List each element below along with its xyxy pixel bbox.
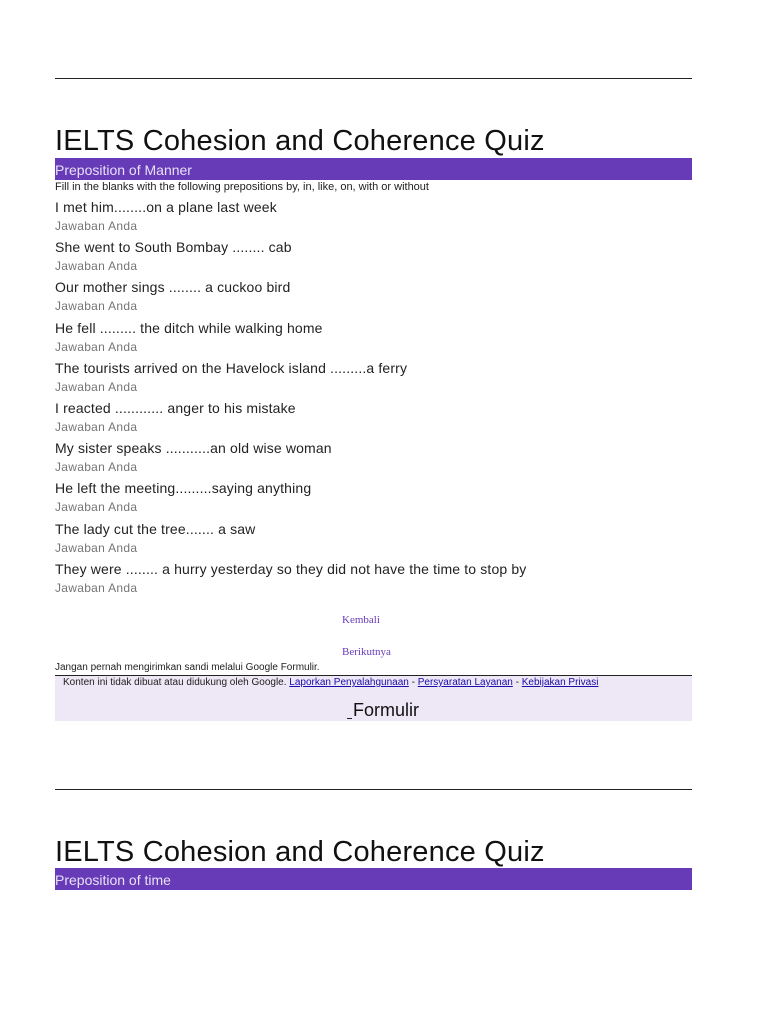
question-text: My sister speaks ...........an old wise woman [55,440,332,457]
question-item [55,561,692,601]
next-button[interactable]: Berikutnya [342,646,391,658]
google-logo-icon [347,718,352,719]
section-instruction: Fill in the blanks with the following prepositions by, in, like, on, with or without [55,181,429,193]
google-forms-brand[interactable] [347,700,419,721]
answer-field[interactable]: Jawaban Anda [55,500,138,515]
quiz-title-second: IELTS Cohesion and Coherence Quiz [55,836,545,868]
question-item [55,400,692,440]
quiz-title: IELTS Cohesion and Coherence Quiz [55,125,545,157]
question-text: The lady cut the tree....... a saw [55,520,256,537]
question-item [55,360,692,400]
answer-field[interactable]: Jawaban Anda [55,259,138,274]
answer-field[interactable]: Jawaban Anda [55,580,138,595]
page-divider-top [55,78,692,79]
question-item [55,279,692,319]
answer-field[interactable]: Jawaban Anda [55,379,138,394]
question-text: The tourists arrived on the Havelock island .........a ferry [55,359,408,376]
question-text: They were ........ a hurry yesterday so they did not have the time to stop by [55,560,527,577]
footer-separator: - [411,677,415,688]
question-text: She went to South Bombay ........ cab [55,239,292,256]
question-text: Our mother sings ........ a cuckoo bird [55,279,291,296]
question-item [55,199,692,239]
footer-separator: - [515,677,519,688]
question-text: He fell ......... the ditch while walking home [55,319,323,336]
password-warning: Jangan pernah mengirimkan sandi melalui Google Formulir. [55,662,320,673]
question-text: I met him........on a plane last week [55,199,277,215]
footer-disclaimer-line [63,677,598,688]
question-item [55,521,692,561]
answer-field[interactable]: Jawaban Anda [55,299,138,314]
forms-brand-label: Formulir [353,700,419,720]
question-item [55,239,692,279]
question-item [55,320,692,360]
answer-field[interactable]: Jawaban Anda [55,339,138,354]
question-text: I reacted ............ anger to his mistake [55,399,296,416]
report-abuse-link[interactable]: Laporkan Penyalahgunaan [289,677,409,688]
privacy-policy-link[interactable]: Kebijakan Privasi [521,677,599,688]
answer-field[interactable]: Jawaban Anda [55,460,138,475]
question-item [55,480,692,520]
page-divider-middle [55,789,692,790]
question-list [55,199,692,601]
terms-of-service-link[interactable]: Persyaratan Layanan [417,677,513,688]
answer-field[interactable]: Jawaban Anda [55,219,138,233]
answer-field[interactable]: Jawaban Anda [55,419,138,434]
section-header-second: Preposition of time [55,868,692,890]
answer-field[interactable]: Jawaban Anda [55,540,138,555]
footer-disclaimer: Konten ini tidak dibuat atau didukung oleh Google. [63,677,287,688]
form-footer [55,675,692,721]
question-item [55,440,692,480]
question-text: He left the meeting.........saying anything [55,480,312,497]
section-header: Preposition of Manner [55,158,692,180]
back-button[interactable]: Kembali [342,614,380,626]
